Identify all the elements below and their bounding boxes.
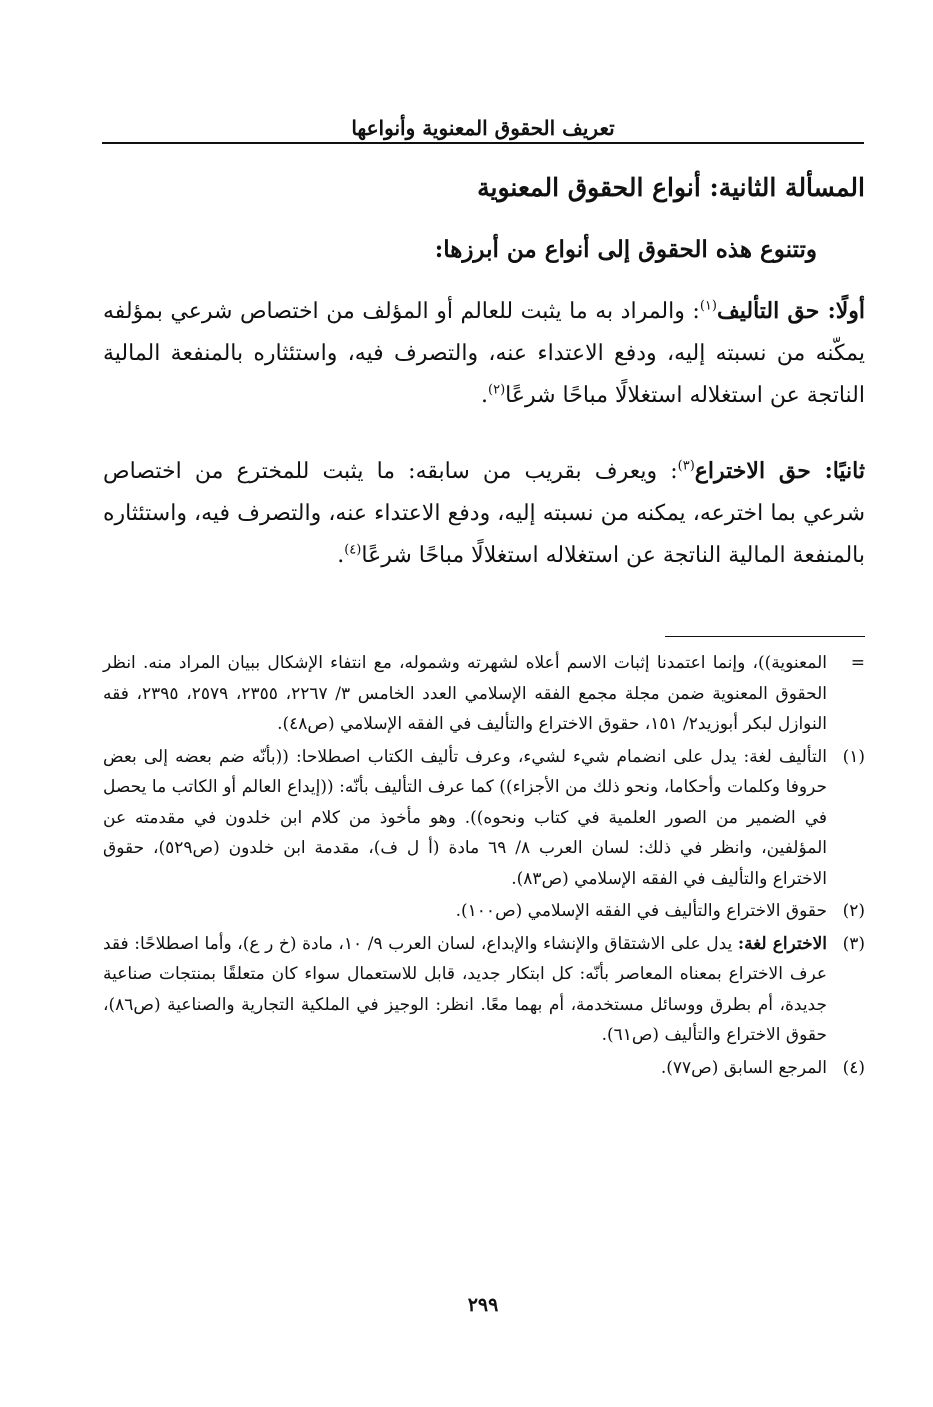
footnote-term: الاختراع لغة: [737, 933, 827, 954]
footnote-content: المرجع السابق (ص٧٧). [660, 1057, 827, 1078]
paragraph-end: . [481, 383, 489, 408]
footnote-marker: (١) [842, 746, 865, 767]
footnote-content: حقوق الاختراع والتأليف في الفقه الإسلامي (ص١٠٠). [455, 901, 827, 921]
footnote-text [103, 929, 827, 1051]
footnote-continuation [103, 648, 865, 740]
footnote-text [103, 1053, 827, 1084]
footnote-1 [103, 742, 865, 895]
header-divider [102, 142, 864, 144]
paragraph-lead: ثانيًا: حق الاختراع [694, 458, 865, 484]
paragraph-end: . [337, 543, 345, 568]
footnote-content: التأليف لغة: يدل على انضمام شيء لشيء، وعرف تأليف الكتاب اصطلاحا: ((بأنّه ضم بعضه إلى بعض حروفا وكلمات وأحكاما، ونحو ذلك من الأجزاء)) كما عرف التأليف بأنّه: ((إيداع العالم أو الكاتب ما يحصل في الضمير من الصور العلمية في كتاب ونحوه)). وهو مأخوذ من كلام ابن خلدون في مقدمته عن المؤلفين، وانظر في ذلك: لسان العرب ٨/ ٦٩ مادة (أ ل ف)، مقدمة ابن خلدون (ص٥٢٩)، حقوق الاختراع والتأليف في الفقه الإسلامي (ص٨٣). [103, 746, 827, 889]
paragraph-body: : ويعرف بقريب من سابقه: ما يثبت للمخترع من اختصاص شرعي بما اخترعه، يمكنه من نسبته إليه، ودفع الاعتداء عنه، والتصرف فيه، واستئثاره بالمنفعة المالية الناتجة عن استغلاله استغلالًا مباحًا شرعًا [103, 459, 865, 568]
footnote-reference[interactable]: (٤) [344, 542, 362, 558]
paragraph-authorship-right [103, 290, 865, 417]
footnote-reference[interactable]: (٢) [488, 382, 506, 398]
footnote-content: يدل على الاشتقاق والإنشاء والإبداع، لسان العرب ٩/ ١٠، مادة (خ ر ع)، وأما اصطلاحًا: فقد عرف الاختراع بمعناه المعاصر بأنّه: كل ابتكار جديد، قابل للاستعمال سواء كان متعلقًا بمنتجات صناعية جديدة، أم بطرق ووسائل مستخدمة، أم بهما معًا. انظر: الوجيز في الملكية التجارية والصناعية (ص٨٦)، حقوق الاختراع والتأليف (ص٦١). [103, 933, 827, 1045]
section-title: المسألة الثانية: أنواع الحقوق المعنوية [477, 173, 865, 202]
footnote-reference[interactable]: (٣) [677, 458, 695, 474]
footnote-2 [103, 896, 865, 927]
footnote-text [103, 896, 827, 927]
footnote-reference[interactable]: (١) [699, 298, 717, 314]
paragraph-invention-right [103, 450, 865, 577]
paragraph-lead: أولًا: حق التأليف [716, 298, 865, 324]
footnote-divider [665, 636, 865, 637]
footnote-marker: (٣) [842, 933, 865, 954]
footnote-3 [103, 929, 865, 1051]
footnote-marker: (٢) [842, 901, 865, 921]
footnote-text [103, 742, 827, 895]
footnote-4 [103, 1053, 865, 1084]
footnote-marker: (٤) [842, 1057, 865, 1078]
page-number: ٢٩٩ [467, 1294, 499, 1316]
footnotes-section [103, 648, 865, 1085]
section-intro: وتتنوع هذه الحقوق إلى أنواع من أبرزها: [434, 236, 817, 263]
footnote-text [103, 648, 827, 740]
footnote-marker: = [850, 653, 865, 673]
footnote-content: المعنوية))، وإنما اعتمدنا إثبات الاسم أعلاه لشهرته وشموله، مع انتفاء الإشكال ببيان المراد منه. انظر الحقوق المعنوية ضمن مجلة مجمع الفقه الإسلامي العدد الخامس ٣/ ٢٢٦٧، ٢٣٥٥، ٢٥٧٩، ٢٣٩٥، فقه النوازل لبكر أبوزيد٢/ ١٥١، حقوق الاختراع والتأليف في الفقه الإسلامي (ص٤٨). [103, 653, 827, 734]
running-header: تعريف الحقوق المعنوية وأنواعها [351, 116, 615, 140]
paragraph-body: : والمراد به ما يثبت للعالم أو المؤلف من اختصاص شرعي بمؤلفه يمكّنه من نسبته إليه، ودفع الاعتداء عنه، والتصرف فيه، واستئثاره بالمنفعة المالية الناتجة عن استغلاله استغلالًا مباحًا شرعًا [103, 299, 865, 408]
